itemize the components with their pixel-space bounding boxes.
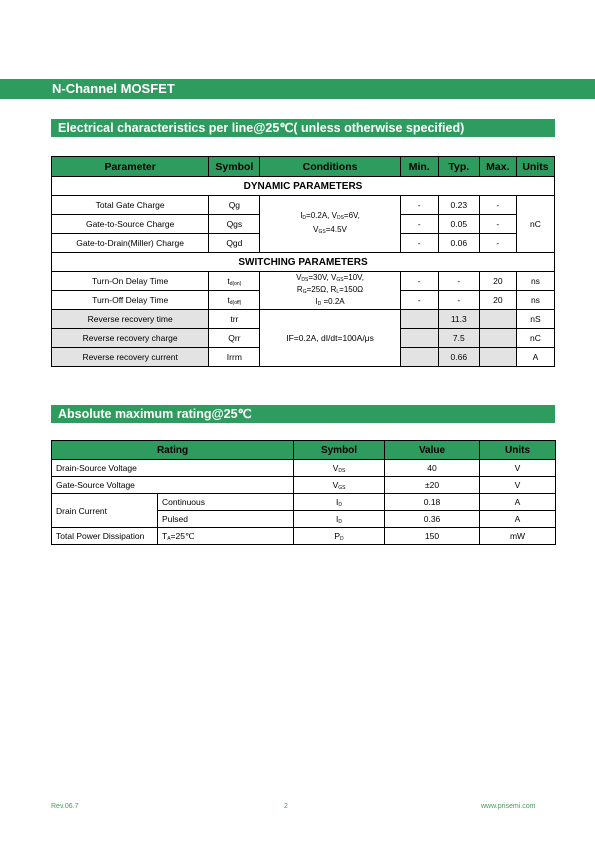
table-row bbox=[52, 494, 556, 511]
symbol-cell: trr bbox=[209, 310, 260, 329]
rating-cell: Drain-Source Voltage bbox=[52, 460, 294, 477]
electrical-table bbox=[51, 156, 555, 367]
units-cell: ns bbox=[516, 291, 554, 310]
symbol-cell: $V_{DS}$ bbox=[294, 460, 385, 477]
param-cell: Turn-Off Delay Time bbox=[52, 291, 209, 310]
section-row bbox=[52, 177, 555, 196]
value-cell: ±20 bbox=[385, 477, 480, 494]
max-cell bbox=[479, 310, 516, 329]
symbol-cell: $t_{d(on)}$ bbox=[209, 272, 260, 291]
min-cell: - bbox=[400, 272, 438, 291]
max-cell bbox=[479, 348, 516, 367]
symbol-cell: $P_D$ bbox=[294, 528, 385, 545]
rating-sub-cell: $T_A=25℃$ bbox=[158, 528, 294, 545]
header-max: Max. bbox=[479, 157, 516, 177]
header-units: Units bbox=[516, 157, 554, 177]
typ-cell: 0.05 bbox=[438, 215, 479, 234]
min-cell: - bbox=[400, 196, 438, 215]
typ-cell: 0.06 bbox=[438, 234, 479, 253]
typ-cell: - bbox=[438, 272, 479, 291]
min-cell: - bbox=[400, 215, 438, 234]
absolute-table bbox=[51, 440, 556, 545]
param-cell: Gate-to-Drain(Miller) Charge bbox=[52, 234, 209, 253]
symbol-cell: $I_D$ bbox=[294, 494, 385, 511]
symbol-cell: Qg bbox=[209, 196, 260, 215]
table-row bbox=[52, 460, 556, 477]
param-cell: Reverse recovery time bbox=[52, 310, 209, 329]
header-symbol: Symbol bbox=[209, 157, 260, 177]
rating-sub-cell: Continuous bbox=[158, 494, 294, 511]
max-cell bbox=[479, 329, 516, 348]
electrical-heading: Electrical characteristics per line@25℃( unless otherwise specified) bbox=[51, 119, 555, 137]
max-cell: 20 bbox=[479, 291, 516, 310]
units-cell: A bbox=[480, 511, 556, 528]
symbol-cell: $I_D$ bbox=[294, 511, 385, 528]
page-number: 2 bbox=[284, 803, 288, 810]
rating-cell: Drain Current bbox=[52, 494, 158, 528]
dynamic-section-title: DYNAMIC PARAMETERS bbox=[52, 177, 555, 196]
min-cell bbox=[400, 348, 438, 367]
units-cell: nC bbox=[516, 329, 554, 348]
value-cell: 0.18 bbox=[385, 494, 480, 511]
param-cell: Reverse recovery current bbox=[52, 348, 209, 367]
typ-cell: 11.3 bbox=[438, 310, 479, 329]
min-cell bbox=[400, 310, 438, 329]
units-cell: A bbox=[516, 348, 554, 367]
section-row bbox=[52, 253, 555, 272]
symbol-cell: Qgs bbox=[209, 215, 260, 234]
typ-cell: 0.23 bbox=[438, 196, 479, 215]
website-link[interactable]: www.prisemi.com bbox=[481, 803, 536, 810]
units-cell: V bbox=[480, 477, 556, 494]
units-cell: nC bbox=[516, 196, 554, 253]
max-cell: 20 bbox=[479, 272, 516, 291]
symbol-cell: $V_{GS}$ bbox=[294, 477, 385, 494]
symbol-cell: Qgd bbox=[209, 234, 260, 253]
value-cell: 0.36 bbox=[385, 511, 480, 528]
typ-cell: 7.5 bbox=[438, 329, 479, 348]
symbol-cell: Qrr bbox=[209, 329, 260, 348]
rating-sub-cell: Pulsed bbox=[158, 511, 294, 528]
units-cell: V bbox=[480, 460, 556, 477]
recovery-conditions: IF=0.2A, dI/dt=100A/μs bbox=[260, 310, 400, 367]
units-cell: ns bbox=[516, 272, 554, 291]
param-cell: Turn-On Delay Time bbox=[52, 272, 209, 291]
header-conditions: Conditions bbox=[260, 157, 400, 177]
table-header-row bbox=[52, 157, 555, 177]
min-cell: - bbox=[400, 234, 438, 253]
header-symbol: Symbol bbox=[294, 441, 385, 460]
units-cell: A bbox=[480, 494, 556, 511]
absolute-heading: Absolute maximum rating@25℃ bbox=[51, 405, 555, 423]
rating-cell: Gate-Source Voltage bbox=[52, 477, 294, 494]
table-row bbox=[52, 477, 556, 494]
table-row bbox=[52, 528, 556, 545]
rating-cell: Total Power Dissipation bbox=[52, 528, 158, 545]
table-row bbox=[52, 272, 555, 291]
symbol-cell: $t_{d(off)}$ bbox=[209, 291, 260, 310]
header-units: Units bbox=[480, 441, 556, 460]
dynamic-conditions: $I_D=0.2A$, $V_{DS}=6V$, $V_{GS}=4.5V$ bbox=[260, 196, 400, 253]
revision-label: Rev.06.7 bbox=[51, 803, 79, 810]
header-parameter: Parameter bbox=[52, 157, 209, 177]
header-min: Min. bbox=[400, 157, 438, 177]
min-cell bbox=[400, 329, 438, 348]
table-row bbox=[52, 310, 555, 329]
typ-cell: - bbox=[438, 291, 479, 310]
page-title: N-Channel MOSFET bbox=[0, 79, 595, 99]
header-value: Value bbox=[385, 441, 480, 460]
units-cell: mW bbox=[480, 528, 556, 545]
header-rating: Rating bbox=[52, 441, 294, 460]
max-cell: - bbox=[479, 196, 516, 215]
typ-cell: 0.66 bbox=[438, 348, 479, 367]
param-cell: Gate-to-Source Charge bbox=[52, 215, 209, 234]
switching-conditions: $V_{DS}=30V$, $V_{GS}=10V$, $R_G=25\Omega$, $R_L=150\Omega$ $I_D =0.2A$ bbox=[260, 272, 400, 310]
value-cell: 150 bbox=[385, 528, 480, 545]
param-cell: Reverse recovery charge bbox=[52, 329, 209, 348]
table-header-row bbox=[52, 441, 556, 460]
table-row bbox=[52, 196, 555, 215]
symbol-cell: Irrm bbox=[209, 348, 260, 367]
value-cell: 40 bbox=[385, 460, 480, 477]
header-typ: Typ. bbox=[438, 157, 479, 177]
param-cell: Total Gate Charge bbox=[52, 196, 209, 215]
max-cell: - bbox=[479, 234, 516, 253]
units-cell: nS bbox=[516, 310, 554, 329]
switching-section-title: SWITCHING PARAMETERS bbox=[52, 253, 555, 272]
max-cell: - bbox=[479, 215, 516, 234]
min-cell: - bbox=[400, 291, 438, 310]
